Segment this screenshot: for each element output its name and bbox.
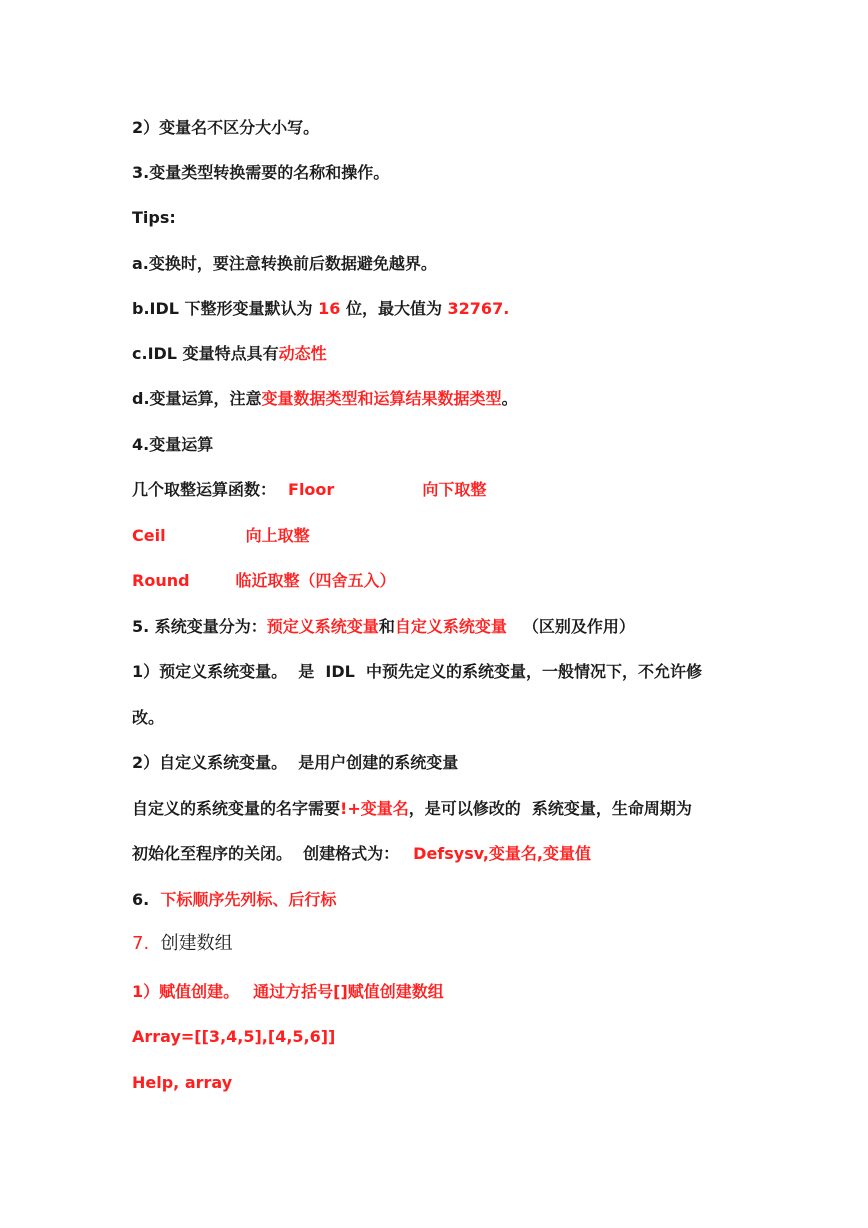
line-tip-a xyxy=(132,253,748,275)
text: 2）变量名不区分大小写。 xyxy=(132,118,320,137)
line-rounding-ceil xyxy=(132,525,748,547)
highlight-text: Floor xyxy=(288,480,335,499)
text: （区别及作用） xyxy=(522,617,635,636)
line-create-array xyxy=(132,933,748,955)
highlight-text: 向下取整 xyxy=(422,480,487,499)
highlight-text: 下标顺序先列标、后行标 xyxy=(160,890,337,909)
text: 4.变量运算 xyxy=(132,435,214,454)
highlight-text: !+变量名 xyxy=(340,799,409,818)
text: 几个取整运算函数： xyxy=(132,480,277,499)
line-var-ops xyxy=(132,434,748,456)
highlight-text: 32767. xyxy=(447,299,510,318)
highlight-text: 自定义系统变量 xyxy=(394,617,507,636)
line-custom-format xyxy=(132,843,748,865)
text: 。 xyxy=(501,389,518,408)
text: Tips: xyxy=(132,208,176,227)
text: a.变换时，要注意转换前后数据避免越界。 xyxy=(132,254,437,273)
line-rounding-round xyxy=(132,570,748,592)
text: 2）自定义系统变量。 是用户创建的系统变量 xyxy=(132,753,459,772)
highlight-text: 1）赋值创建。 xyxy=(132,982,240,1001)
text: 位，最大值为 xyxy=(340,299,448,318)
highlight-text: Defsysv,变量名,变量值 xyxy=(413,844,592,863)
line-help-array xyxy=(132,1072,748,1094)
line-system-vars xyxy=(132,616,748,638)
line-tip-c xyxy=(132,343,748,365)
text: 创建数组 xyxy=(160,933,233,954)
text: b.IDL 下整形变量默认为 xyxy=(132,299,319,318)
line-predefined-desc-cont xyxy=(132,707,748,729)
line-custom-name xyxy=(132,798,748,820)
line-custom-desc xyxy=(132,752,748,774)
text: d.变量运算，注意 xyxy=(132,389,262,408)
text: 6. xyxy=(132,890,161,909)
line-assign-create xyxy=(132,981,748,1003)
line-tip-d xyxy=(132,388,748,410)
highlight-text: 7. xyxy=(132,933,161,954)
text: 改。 xyxy=(132,708,165,727)
highlight-text: 动态性 xyxy=(278,344,327,363)
line-array-example xyxy=(132,1026,748,1048)
text: ，是可以修改的 系统变量，生命周期为 xyxy=(408,799,692,818)
highlight-text: 变量数据类型和运算结果数据类型 xyxy=(261,389,502,408)
highlight-text: 向上取整 xyxy=(245,526,310,545)
highlight-text: 通过方括号[]赋值创建数组 xyxy=(253,982,444,1001)
text: 初始化至程序的关闭。 创建格式为： xyxy=(132,844,400,863)
highlight-text: Ceil xyxy=(132,526,166,545)
code-text: Help, array xyxy=(132,1073,233,1092)
text: 1）预定义系统变量。 是 IDL 中预先定义的系统变量，一般情况下，不允许修 xyxy=(132,662,702,681)
line-rounding-floor xyxy=(132,479,748,501)
line-var-case xyxy=(132,117,748,139)
line-tips xyxy=(132,207,748,229)
text: 和 xyxy=(378,617,395,636)
text: 3.变量类型转换需要的名称和操作。 xyxy=(132,163,390,182)
highlight-text: 临近取整（四舍五入） xyxy=(235,571,396,590)
highlight-text: Round xyxy=(132,571,190,590)
text: c.IDL 变量特点具有 xyxy=(132,344,279,363)
line-predefined-desc xyxy=(132,661,748,683)
line-type-conversion xyxy=(132,162,748,184)
text: 5. 系统变量分为： xyxy=(132,617,267,636)
text: 自定义的系统变量的名字需要 xyxy=(132,799,341,818)
highlight-text: 16 xyxy=(318,299,341,318)
code-text: Array=[[3,4,5],[4,5,6]] xyxy=(132,1027,336,1046)
line-index-order xyxy=(132,889,748,911)
highlight-text: 预定义系统变量 xyxy=(266,617,379,636)
line-tip-b xyxy=(132,298,748,320)
